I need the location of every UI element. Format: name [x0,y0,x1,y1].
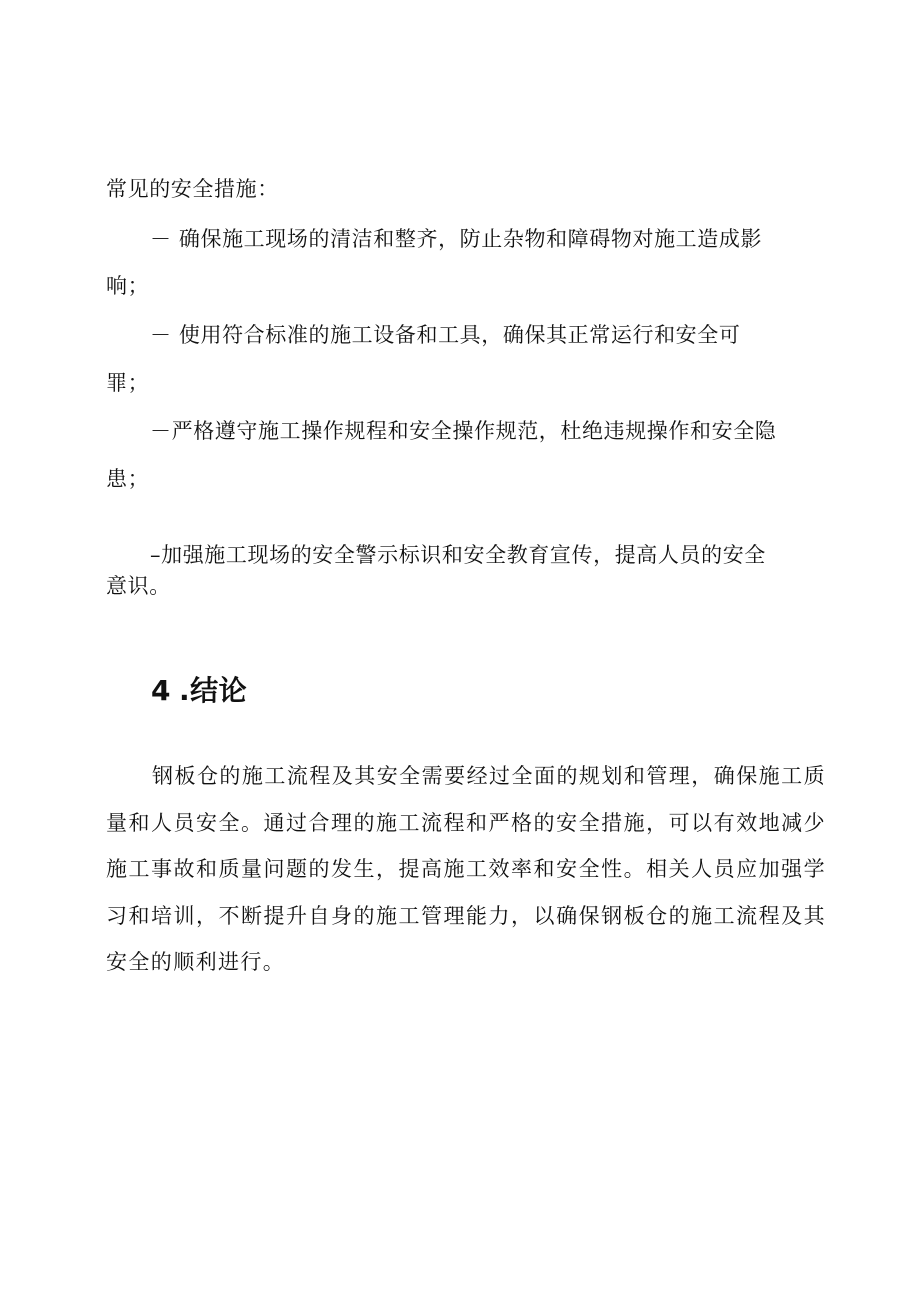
bullet-1-line-2: 响； [106,274,150,298]
bullet-4-line-1: –加强施工现场的安全警示标识和安全教育宣传，提高人员的安全 [150,543,766,567]
heading-title: .结论 [178,674,248,707]
bullet-2-line-1: － 使用符合标准的施工设备和工具，确保其正常运行和安全可 [150,323,741,347]
heading-number: 4 [151,674,171,707]
bullet-3-line-1: －严格遵守施工操作规程和安全操作规范，杜绝违规操作和安全隐 [150,419,777,443]
conclusion-heading [151,673,247,709]
bullet-2-line-2: 罪； [106,371,150,395]
conclusion-paragraph: 钢板仓的施工流程及其安全需要经过全面的规划和管理，确保施工质量和人员安全。通过合理的施工流程和严格的安全措施，可以有效地减少施工事故和质量问题的发生，提高施工效率和安全性。相关人员应加强学习和培训，不断提升自身的施工管理能力，以确保钢板仓的施工流程及其安全的顺利进行。 [106,764,826,974]
safety-measures-intro: 常见的安全措施： [106,177,279,201]
bullet-3-line-2: 患； [106,467,150,491]
bullet-4-line-2: 意识。 [106,574,171,598]
bullet-1-line-1: － 确保施工现场的清洁和整齐，防止杂物和障碍物对施工造成影 [150,227,763,251]
